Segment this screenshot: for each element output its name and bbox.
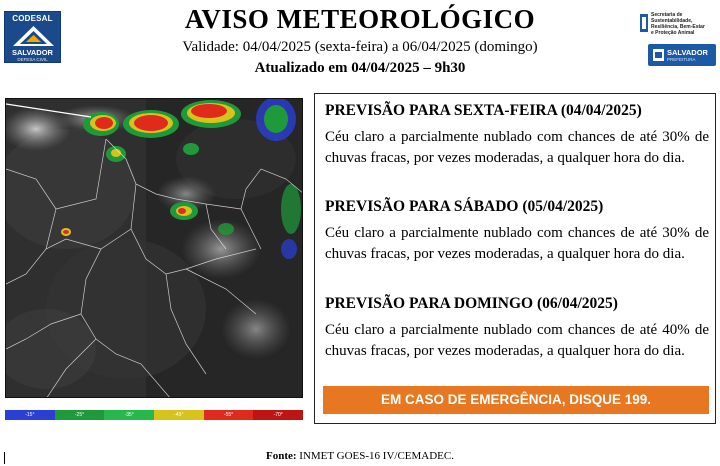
secretaria-line: Sustentabilidade, xyxy=(651,18,693,24)
scale-swatch: -55° xyxy=(204,410,254,420)
forecast-title-friday: PREVISÃO PARA SEXTA-FEIRA (04/04/2025) xyxy=(325,102,642,119)
codesal-city-text: SALVADOR xyxy=(12,48,53,57)
source-credit xyxy=(230,450,490,462)
source-value: INMET GOES-16 IV/CEMADEC. xyxy=(299,450,454,462)
salvador-prefeitura-logo xyxy=(648,44,716,66)
secretaria-logo xyxy=(640,12,718,36)
scale-swatch: -15° xyxy=(5,410,55,420)
forecast-title-saturday: PREVISÃO PARA SÁBADO (05/04/2025) xyxy=(325,198,604,215)
scale-swatch: -35° xyxy=(104,410,154,420)
scale-swatch: -25° xyxy=(55,410,105,420)
forecast-text-friday: Céu claro a parcialmente nublado com chances de até 30% de chuvas fracas, por vezes moderadas, a qualquer hora do dia. xyxy=(325,129,709,166)
forecast-panel xyxy=(314,93,716,424)
secretaria-text xyxy=(651,12,718,36)
temperature-color-scale xyxy=(5,410,303,420)
secretaria-line: Secretaria de xyxy=(651,12,683,18)
forecast-title-sunday: PREVISÃO PARA DOMINGO (06/04/2025) xyxy=(325,295,618,312)
divider xyxy=(4,452,5,464)
codesal-logo xyxy=(4,11,61,63)
updated-line: Atualizado em 04/04/2025 – 9h30 xyxy=(254,60,466,76)
scale-swatch: -70° xyxy=(253,410,303,420)
civil-defense-triangle-icon xyxy=(12,25,55,47)
shield-icon xyxy=(640,14,648,32)
emergency-banner[interactable]: EM CASO DE EMERGÊNCIA, DISQUE 199. xyxy=(323,386,709,414)
scale-swatch: -45° xyxy=(154,410,204,420)
forecast-text-sunday: Céu claro a parcialmente nublado com chances de até 40% de chuvas fracas, por vezes moderadas, a qualquer hora do dia. xyxy=(325,322,709,359)
secretaria-line: e Proteção Animal xyxy=(651,30,695,36)
page-title: AVISO METEOROLÓGICO xyxy=(184,4,536,34)
source-label: Fonte: xyxy=(265,450,297,462)
salvador-logo-name: SALVADOR xyxy=(667,48,708,57)
codesal-logo-text: CODESAL xyxy=(12,14,53,23)
salvador-logo-subtitle: PREFEITURA xyxy=(667,57,696,62)
validity-line: Validade: 04/04/2025 (sexta-feira) a 06/04/2025 (domingo) xyxy=(182,39,538,55)
secretaria-line: Resiliência, Bem-Estar xyxy=(651,24,705,30)
satellite-image xyxy=(5,98,303,398)
codesal-subtitle: DEFESA CIVIL xyxy=(17,57,48,62)
city-crest-icon xyxy=(652,48,665,62)
forecast-text-saturday: Céu claro a parcialmente nublado com chances de até 30% de chuvas fracas, por vezes moderadas, a qualquer hora do dia. xyxy=(325,225,709,262)
